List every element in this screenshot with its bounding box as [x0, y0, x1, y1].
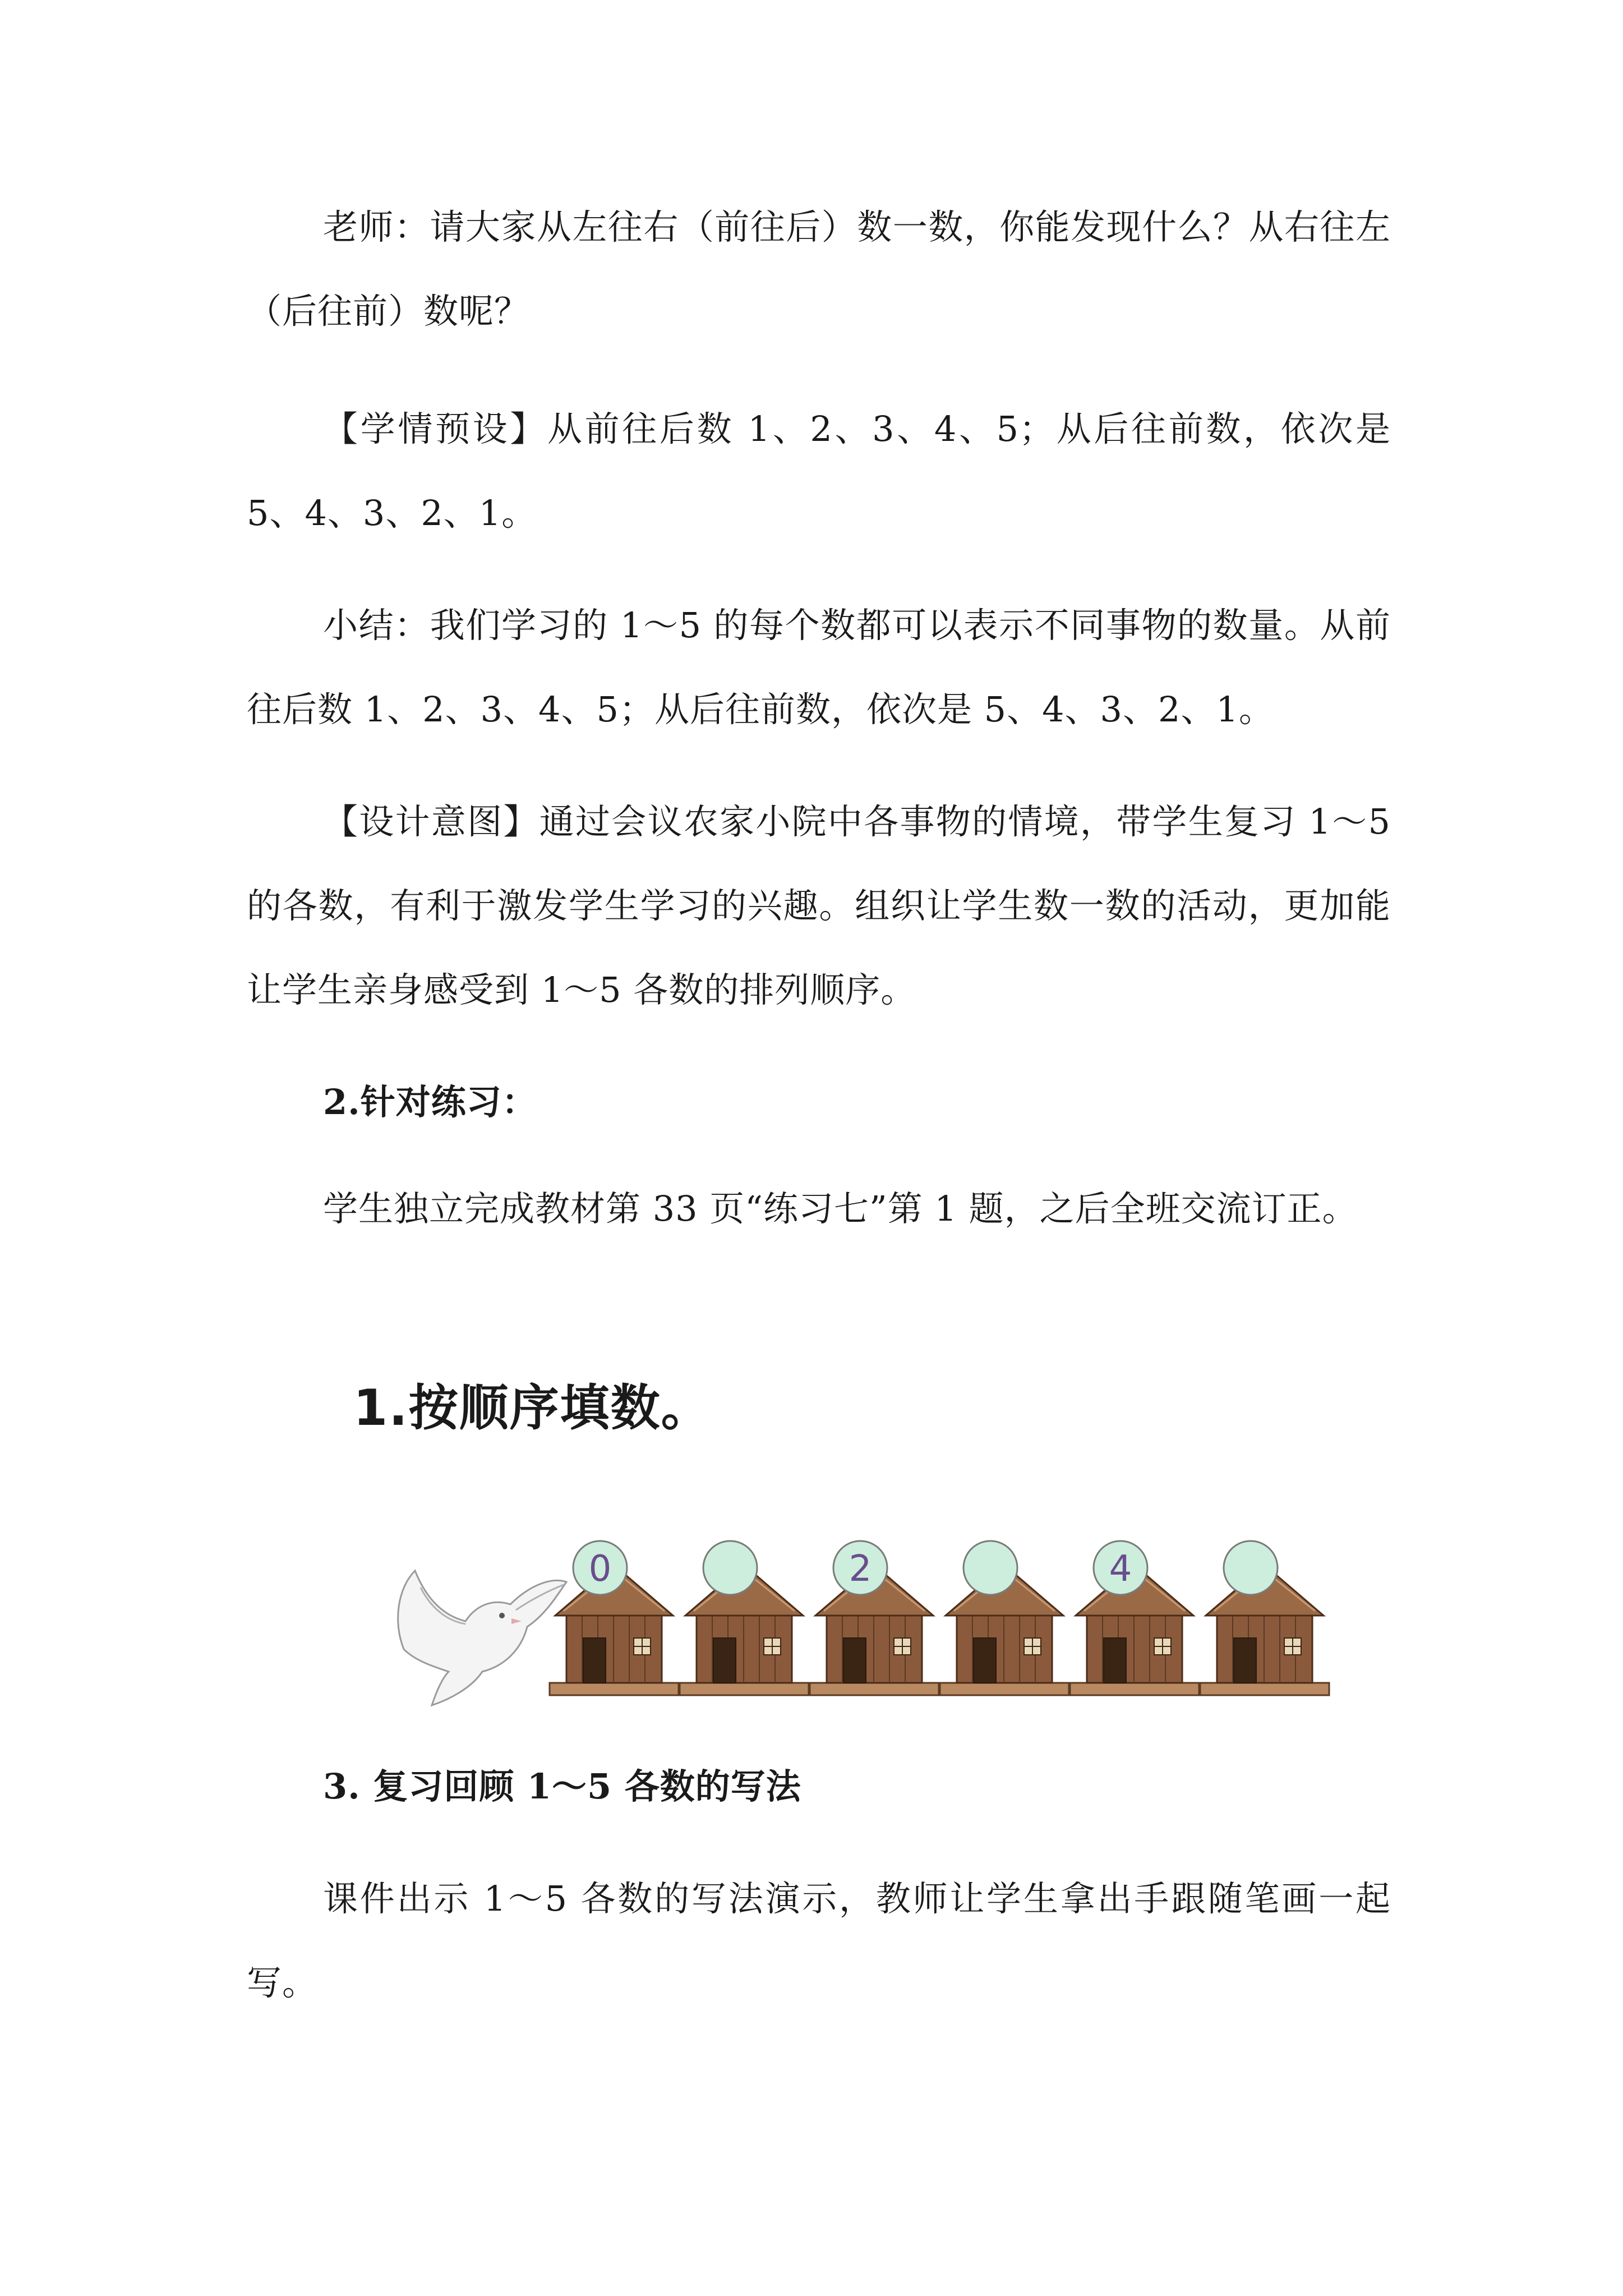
paragraph-teacher-question: 老师：请大家从左往右（前往后）数一数，你能发现什么？从右往左（后往前）数呢？: [247, 206, 1391, 332]
paragraph-summary: 小结：我们学习的 1～5 的每个数都可以表示不同事物的数量。从前往后数 1、2、3、4、5；从后往前数，依次是 5、4、3、2、1。: [247, 605, 1391, 730]
birdhouse-3: [940, 1541, 1069, 1695]
birdhouse-0: [550, 1541, 679, 1695]
exercise-title: 1.按顺序填数。: [353, 1379, 712, 1437]
paragraph-practice-instruction: 学生独立完成教材第 33 页“练习七”第 1 题，之后全班交流订正。: [323, 1188, 1358, 1229]
paragraph-writing-demo: 课件出示 1～5 各数的写法演示，教师让学生拿出手跟随笔画一起写。: [247, 1878, 1391, 2003]
exercise-illustration: [381, 1515, 1346, 1717]
birdhouse-1: [680, 1541, 809, 1695]
dove-icon: [398, 1571, 566, 1705]
birdhouse-4: [1070, 1541, 1199, 1695]
paragraph-design-intent: 【设计意图】通过会议农家小院中各事物的情境，带学生复习 1～5 的各数，有利于激发学生学习的兴趣。组织让学生数一数的活动，更加能让学生亲身感受到 1～5 各数的排列顺序。: [247, 801, 1391, 1010]
heading-targeted-practice: 2.针对练习：: [323, 1082, 537, 1122]
heading-review-writing: 3. 复习回顾 1～5 各数的写法: [323, 1766, 801, 1807]
birdhouse-2: [810, 1541, 939, 1695]
house-number-label: 2: [849, 1548, 872, 1590]
birdhouse-5: [1200, 1541, 1329, 1695]
house-number-label: 4: [1109, 1548, 1132, 1590]
paragraph-learning-preset: 【学情预设】从前往后数 1、2、3、4、5；从后往前数，依次是 5、4、3、2、1。: [247, 408, 1391, 533]
house-number-label: 0: [588, 1548, 612, 1590]
